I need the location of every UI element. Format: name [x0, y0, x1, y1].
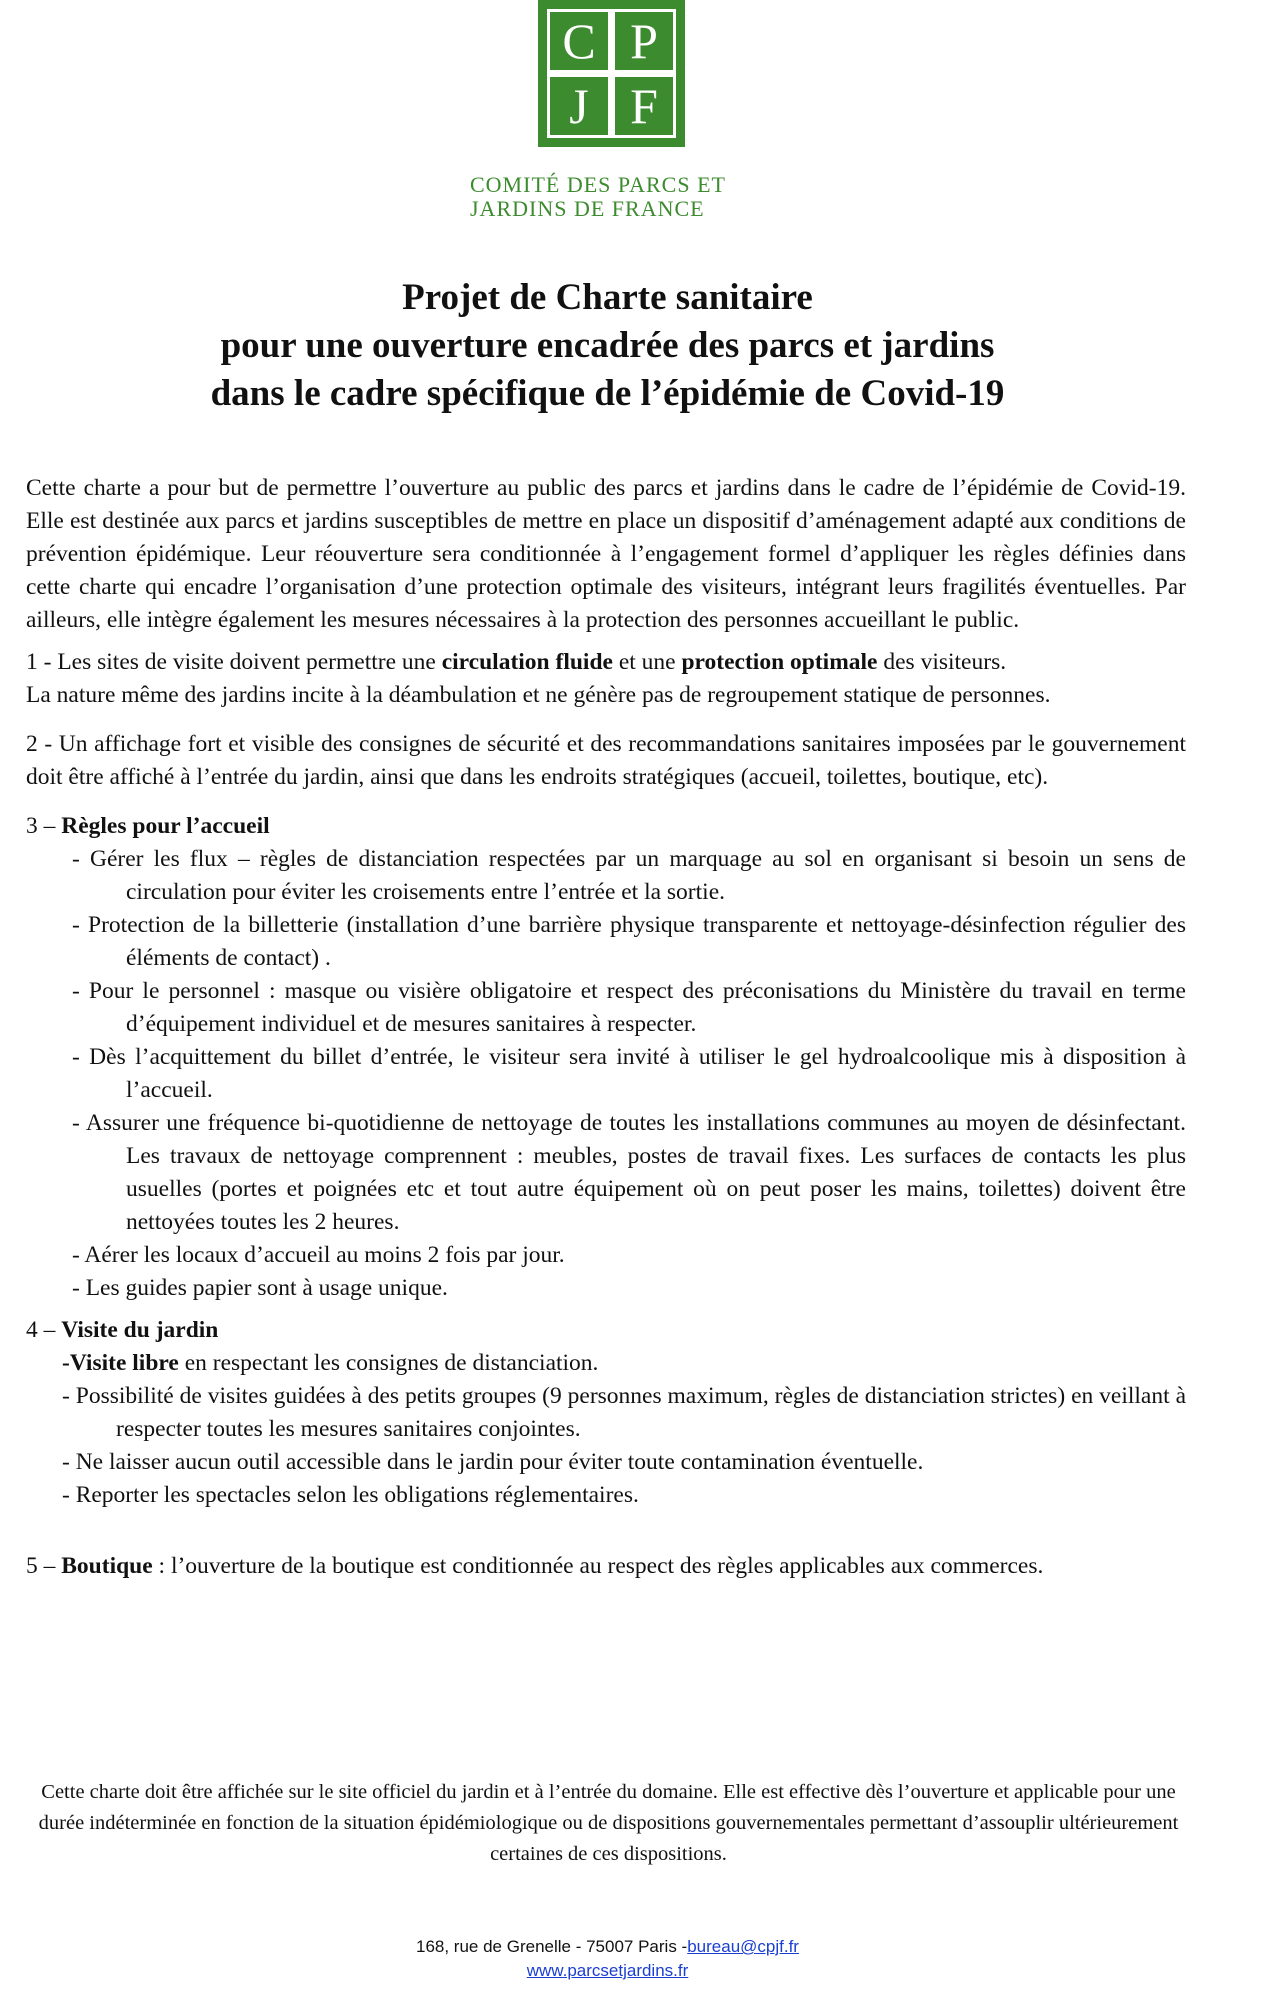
- document-title: [0, 274, 1215, 418]
- logo-letter-j: J: [569, 78, 589, 134]
- cpjf-logo: [538, 0, 685, 147]
- intro-paragraph: Cette charte a pour but de permettre l’ouverture au public des parcs et jardins dans le cadre de l’épidémie de Covid-19. Elle est destinée aux parcs et jardins susceptibles de mettre en place un dispositif d’aménagement adapté aux conditions de prévention épidémique. Leur réouverture sera conditionnée à l’engagement formel d’appliquer les règles définies dans cette charte qui encadre l’organisation d’une protection optimale des visiteurs, intégrant leurs fragilités éventuelles. Par ailleurs, elle intègre également les mesures nécessaires à la protection des personnes accueillant le public.: [26, 475, 1186, 633]
- section-2: 2 - Un affichage fort et visible des consignes de sécurité et des recommandations sanitaires imposées par le gouvernement doit être affiché à l’entrée du jardin, ainsi que dans les endroits stratégiques (accueil, toilettes, boutique, etc).: [26, 731, 1186, 790]
- email-link[interactable]: bureau@cpjf.fr: [687, 1937, 799, 1956]
- section-1: [26, 646, 1186, 679]
- charter-body: [26, 472, 1186, 1583]
- address-line: [0, 1935, 1215, 1959]
- address-block: [0, 1935, 1215, 1983]
- website-link[interactable]: www.parcsetjardins.fr: [526, 1961, 689, 1980]
- section-5: [26, 1550, 1186, 1583]
- section-3-number: 3 –: [26, 813, 62, 839]
- list-item: - Les guides papier sont à usage unique.: [72, 1275, 448, 1301]
- list-item: - Possibilité de visites guidées à des petits groupes (9 personnes maximum, règles de distanciation strictes) en veillant à respecter toutes les mesures sanitaires conjointes.: [62, 1383, 1186, 1442]
- list-item: - Aérer les locaux d’accueil au moins 2 fois par jour.: [72, 1242, 565, 1268]
- section-4-number: 4 –: [26, 1317, 62, 1343]
- section-5-number: 5 –: [26, 1553, 62, 1579]
- list-item: [26, 1347, 1186, 1380]
- section-3-heading: [26, 810, 1186, 843]
- section-1-prefix: 1 - Les sites de visite doivent permettre une: [26, 649, 442, 675]
- logo-letter-p: P: [630, 13, 658, 69]
- section-1-middle: et une: [612, 649, 682, 675]
- logo-horizontal-bar: [547, 70, 676, 77]
- title-line3: dans le cadre spécifique de l’épidémie de Covid-19: [210, 373, 1005, 414]
- list-item: - Gérer les flux – règles de distanciation respectées par un marquage au sol en organisant si besoin un sens de circulation pour éviter les croisements entre l’entrée et la sortie.: [72, 846, 1186, 905]
- list-item: - Dès l’acquittement du billet d’entrée, le visiteur sera invité à utiliser le gel hydroalcoolique mis à disposition à l’accueil.: [72, 1044, 1186, 1103]
- section-4-title: Visite du jardin: [61, 1317, 219, 1343]
- section-1-bold-protection: protection optimale: [681, 649, 878, 675]
- footnote-text: Cette charte doit être affichée sur le site officiel du jardin et à l’entrée du domaine. Elle est effective dès l’ouverture et applicable pour une durée indéterminée en fonction de la situation épidémiologique ou de dispositions gouvernementales permettant d’assouplir ultérieurement certaines de ces dispositions.: [38, 1781, 1179, 1865]
- footnote: [36, 1777, 1181, 1870]
- section-1-line2: La nature même des jardins incite à la déambulation et ne génère pas de regroupement statique de personnes.: [26, 682, 1051, 708]
- organization-name-line2: JARDINS DE FRANCE: [470, 196, 705, 221]
- section-1-bold-circulation: circulation fluide: [441, 649, 613, 675]
- section-4-heading: [26, 1314, 1186, 1347]
- list-item: - Assurer une fréquence bi-quotidienne de nettoyage de toutes les installations communes au moyen de désinfectant. Les travaux de nettoyage comprennent : meubles, postes de travail fixes. Les surfaces de contacts les plus usuelles (portes et poignées etc et tout autre équipement où on peut poser les mains, toilettes) doivent être nettoyées toutes les 2 heures.: [72, 1110, 1186, 1235]
- title-line2: pour une ouverture encadrée des parcs et jardins: [220, 325, 995, 366]
- section-4-list: [26, 1347, 1186, 1512]
- list-item: - Ne laisser aucun outil accessible dans le jardin pour éviter toute contamination éventuelle.: [62, 1449, 924, 1475]
- section-3-title: Règles pour l’accueil: [61, 813, 270, 839]
- section-3-list: [26, 843, 1186, 1305]
- section-1-suffix: des visiteurs.: [877, 649, 1007, 675]
- visite-libre-label: -Visite libre: [62, 1350, 179, 1376]
- section-5-title: Boutique: [61, 1553, 153, 1579]
- visite-libre-text: en respectant les consignes de distanciation.: [178, 1350, 599, 1376]
- website-line: [0, 1959, 1215, 1983]
- logo-letter-f: F: [630, 78, 658, 134]
- organization-name-line1: COMITÉ DES PARCS ET: [470, 172, 726, 197]
- logo-letter-c: C: [562, 13, 596, 69]
- postal-address: 168, rue de Grenelle - 75007 Paris -: [416, 1937, 688, 1956]
- list-item: - Pour le personnel : masque ou visière obligatoire et respect des préconisations du Ministère du travail en terme d’équipement individuel et de mesures sanitaires à respecter.: [72, 978, 1186, 1037]
- list-item: - Reporter les spectacles selon les obligations réglementaires.: [62, 1482, 639, 1508]
- organization-name: [470, 173, 755, 221]
- section-5-text: : l’ouverture de la boutique est conditionnée au respect des règles applicables aux commerces.: [152, 1553, 1044, 1579]
- list-item: - Protection de la billetterie (installation d’une barrière physique transparente et nettoyage-désinfection régulier des éléments de contact) .: [72, 912, 1186, 971]
- title-line1: Projet de Charte sanitaire: [402, 277, 813, 318]
